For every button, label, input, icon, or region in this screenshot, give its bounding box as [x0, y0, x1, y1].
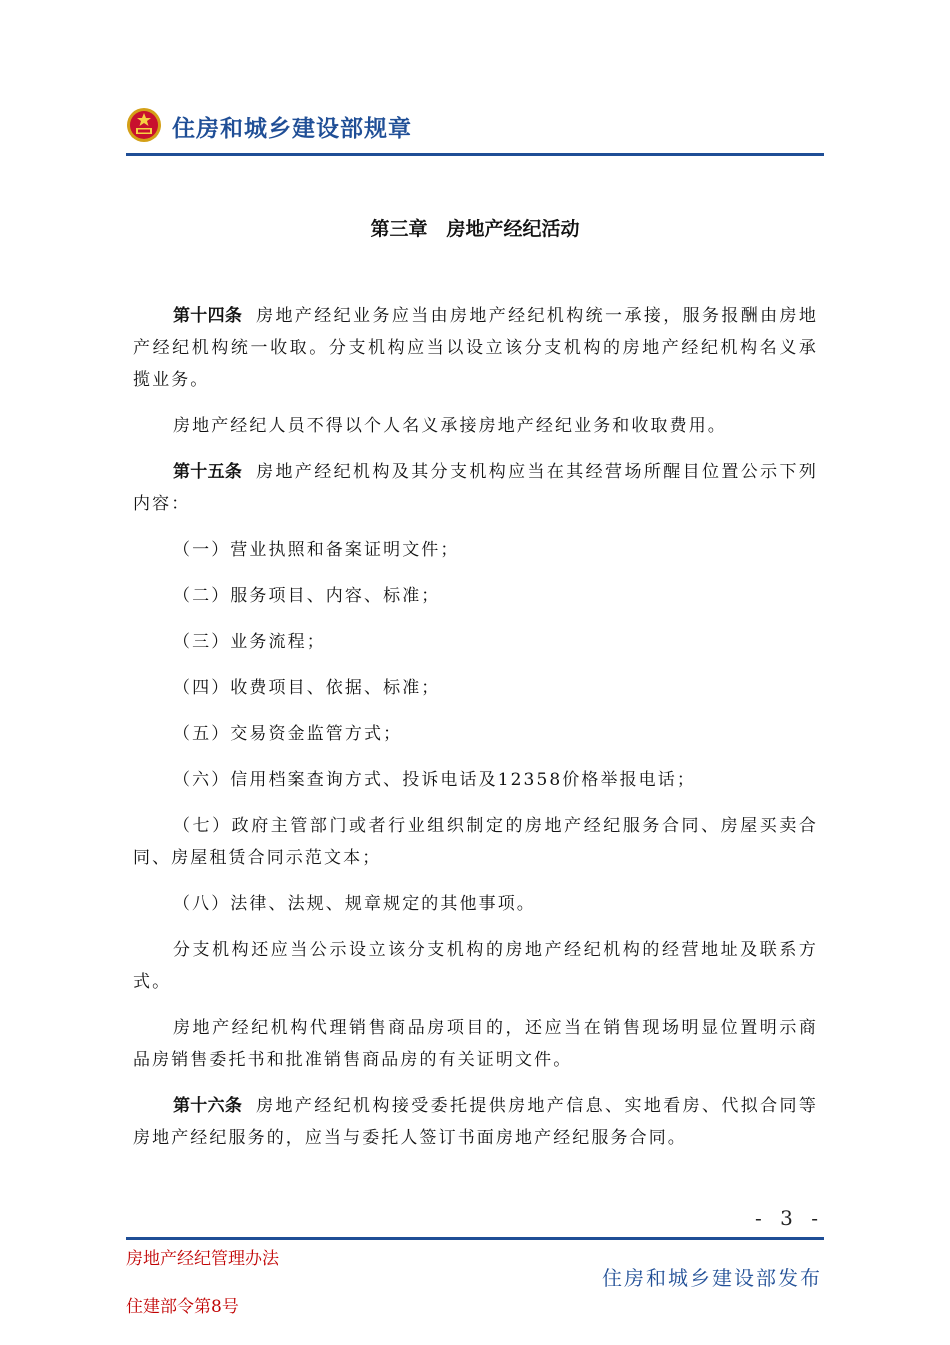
paragraph [133, 534, 818, 566]
document-body [133, 300, 818, 1168]
paragraph [133, 300, 818, 396]
paragraph [133, 934, 818, 998]
paragraph-text: 分支机构还应当公示设立该分支机构的房地产经纪机构的经营地址及联系方式。 [133, 940, 818, 992]
page-number: - 3 - [755, 1206, 824, 1230]
paragraph-text: （四）收费项目、依据、标准； [173, 678, 441, 698]
paragraph-text: 房地产经纪业务应当由房地产经纪机构统一承接，服务报酬由房地产经纪机构统一收取。分支机构应当以设立该分支机构的房地产经纪机构名义承揽业务。 [133, 306, 818, 390]
footer-doc-title: 房地产经纪管理办法 [126, 1249, 279, 1269]
footer-order-number: 住建部令第8号 [126, 1297, 239, 1317]
article-label: 第十六条 [173, 1096, 243, 1116]
paragraph [133, 1090, 818, 1154]
paragraph-text: （三）业务流程； [173, 632, 326, 652]
paragraph-text: 房地产经纪人员不得以个人名义承接房地产经纪业务和收取费用。 [173, 416, 727, 436]
paragraph-text: （六）信用档案查询方式、投诉电话及12358价格举报电话； [173, 770, 696, 790]
article-label: 第十四条 [173, 306, 243, 326]
chapter-title: 第三章 房地产经纪活动 [370, 218, 580, 240]
paragraph-text: 房地产经纪机构代理销售商品房项目的，还应当在销售现场明显位置明示商品房销售委托书和批准销售商品房的有关证明文件。 [133, 1018, 818, 1070]
paragraph-text: （七）政府主管部门或者行业组织制定的房地产经纪服务合同、房屋买卖合同、房屋租赁合同示范文本； [133, 816, 818, 868]
paragraph-text: （八）法律、法规、规章规定的其他事项。 [173, 894, 536, 914]
paragraph [133, 810, 818, 874]
paragraph [133, 456, 818, 520]
footer-publisher: 住房和城乡建设部发布 [602, 1266, 822, 1290]
header [126, 100, 824, 160]
header-divider [126, 153, 824, 156]
header-title: 住房和城乡建设部规章 [172, 116, 412, 142]
national-emblem-icon [126, 106, 162, 144]
paragraph-text: 房地产经纪机构接受委托提供房地产信息、实地看房、代拟合同等房地产经纪服务的，应当与委托人签订书面房地产经纪服务合同。 [133, 1096, 818, 1148]
paragraph-text: （一）营业执照和备案证明文件； [173, 540, 460, 560]
paragraph-text: （五）交易资金监管方式； [173, 724, 403, 744]
paragraph [133, 718, 818, 750]
paragraph-text: 房地产经纪机构及其分支机构应当在其经营场所醒目位置公示下列内容： [133, 462, 818, 514]
article-label: 第十五条 [173, 462, 243, 482]
paragraph-text: （二）服务项目、内容、标准； [173, 586, 441, 606]
footer-divider [126, 1237, 824, 1240]
paragraph [133, 410, 818, 442]
paragraph [133, 672, 818, 704]
paragraph [133, 1012, 818, 1076]
paragraph [133, 580, 818, 612]
paragraph [133, 764, 818, 796]
paragraph [133, 626, 818, 658]
paragraph [133, 888, 818, 920]
